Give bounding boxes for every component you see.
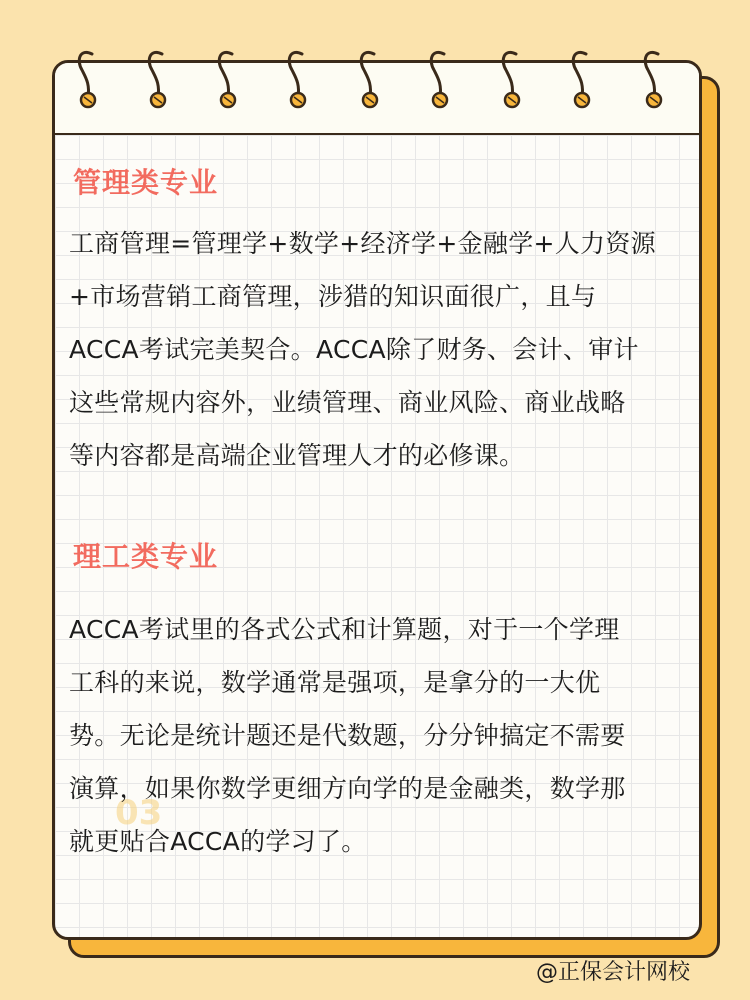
section-paragraph xyxy=(69,603,689,868)
section-number-watermark: 03 xyxy=(115,793,163,833)
paragraph-line: 这些常规内容外，业绩管理、商业风险、商业战略 xyxy=(69,388,626,417)
binder-ring-icon xyxy=(422,42,458,112)
binder-ring-icon xyxy=(564,42,600,112)
footer-brand: @正保会计网校 xyxy=(535,960,690,985)
paragraph-line: ACCA考试里的各式公式和计算题，对于一个学理 xyxy=(69,615,620,644)
section-title: 理工类专业 xyxy=(73,540,219,573)
paragraph-line: 工科的来说，数学通常是强项，是拿分的一大优 xyxy=(69,668,601,697)
paragraph-line: 等内容都是高端企业管理人才的必修课。 xyxy=(69,441,525,470)
paragraph-line: 就更贴合ACCA的学习了。 xyxy=(69,827,367,856)
binder-ring-icon xyxy=(352,42,388,112)
binder-ring-icon xyxy=(210,42,246,112)
paragraph-line: 工商管理=管理学+数学+经济学+金融学+人力资源 xyxy=(69,229,656,258)
binder-ring-icon xyxy=(494,42,530,112)
section-paragraph xyxy=(69,217,689,482)
notebook-card xyxy=(52,60,702,940)
section-title: 管理类专业 xyxy=(73,166,219,199)
paragraph-line: 演算，如果你数学更细方向学的是金融类，数学那 xyxy=(69,774,626,803)
binder-ring-icon xyxy=(70,42,106,112)
paragraph-line: +市场营销工商管理，涉猎的知识面很广，且与 xyxy=(69,282,597,311)
paragraph-line: 势。无论是统计题还是代数题，分分钟搞定不需要 xyxy=(69,721,626,750)
binder-ring-icon xyxy=(636,42,672,112)
binder-ring-icon xyxy=(140,42,176,112)
paragraph-line: ACCA考试完美契合。ACCA除了财务、会计、审计 xyxy=(69,335,639,364)
binder-ring-icon xyxy=(280,42,316,112)
